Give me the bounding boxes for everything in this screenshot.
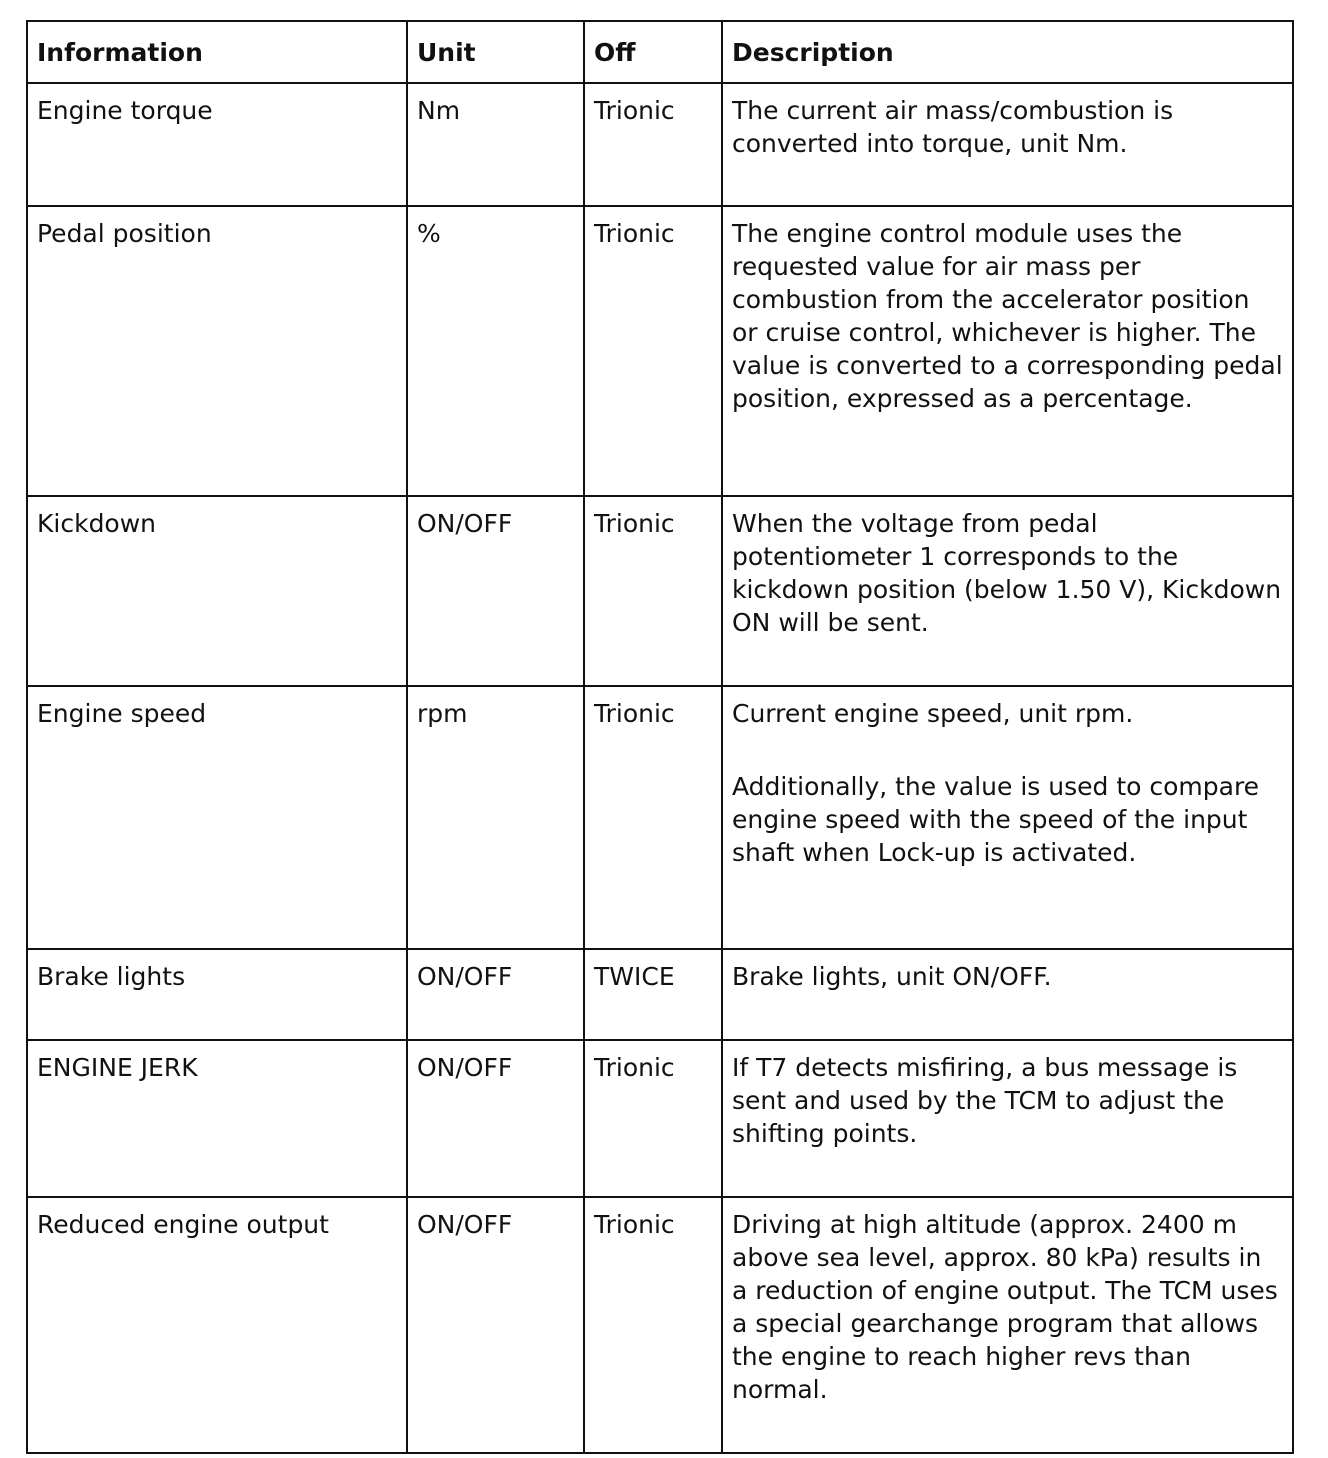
cell-information: Brake lights xyxy=(27,949,407,1040)
table-row xyxy=(27,206,1293,496)
description-text: Driving at high altitude (approx. 2400 m above sea level, approx. 80 kPa) results in a reduction of engine output. The TCM uses a special gearchange program that allows the engine to reach higher revs than normal. xyxy=(732,1210,1278,1404)
table-header-row xyxy=(27,21,1293,83)
information-table xyxy=(26,20,1294,1454)
cell-unit: ON/OFF xyxy=(407,1197,584,1453)
cell-unit: Nm xyxy=(407,83,584,206)
cell-description xyxy=(722,206,1293,496)
cell-information: Kickdown xyxy=(27,496,407,686)
cell-off: Trionic xyxy=(584,496,722,686)
table-row xyxy=(27,83,1293,206)
description-text: The engine control module uses the requested value for air mass per combustion from the accelerator position or cruise control, whichever is higher. The value is converted to a corresponding pedal position, expressed as a percentage. xyxy=(732,219,1283,413)
table-row xyxy=(27,949,1293,1040)
header-information: Information xyxy=(27,21,407,83)
cell-description xyxy=(722,949,1293,1040)
cell-information: Pedal position xyxy=(27,206,407,496)
header-off: Off xyxy=(584,21,722,83)
cell-unit: ON/OFF xyxy=(407,1040,584,1197)
cell-description xyxy=(722,686,1293,949)
table-row xyxy=(27,496,1293,686)
cell-information: Engine torque xyxy=(27,83,407,206)
cell-unit: rpm xyxy=(407,686,584,949)
cell-information: ENGINE JERK xyxy=(27,1040,407,1197)
description-text: If T7 detects misfiring, a bus message is sent and used by the TCM to adjust the shifting points. xyxy=(732,1053,1238,1148)
header-description: Description xyxy=(722,21,1293,83)
cell-off: Trionic xyxy=(584,206,722,496)
description-text: Brake lights, unit ON/OFF. xyxy=(732,962,1052,991)
cell-off: TWICE xyxy=(584,949,722,1040)
description-text: The current air mass/combustion is converted into torque, unit Nm. xyxy=(732,96,1174,158)
description-text: When the voltage from pedal potentiometer 1 corresponds to the kickdown position (below 1.50 V), Kickdown ON will be sent. xyxy=(732,509,1282,637)
cell-description xyxy=(722,1040,1293,1197)
cell-unit: ON/OFF xyxy=(407,496,584,686)
cell-off: Trionic xyxy=(584,83,722,206)
cell-information: Reduced engine output xyxy=(27,1197,407,1453)
cell-description xyxy=(722,1197,1293,1453)
cell-off: Trionic xyxy=(584,686,722,949)
table-row xyxy=(27,1197,1293,1453)
description-text: Current engine speed, unit rpm. xyxy=(732,699,1134,728)
cell-off: Trionic xyxy=(584,1040,722,1197)
cell-unit: ON/OFF xyxy=(407,949,584,1040)
cell-information: Engine speed xyxy=(27,686,407,949)
table-row xyxy=(27,1040,1293,1197)
description-text: Additionally, the value is used to compare engine speed with the speed of the input shaft when Lock-up is activated. xyxy=(732,772,1260,867)
table-row xyxy=(27,686,1293,949)
cell-description xyxy=(722,83,1293,206)
cell-unit: % xyxy=(407,206,584,496)
cell-description xyxy=(722,496,1293,686)
header-unit: Unit xyxy=(407,21,584,83)
cell-off: Trionic xyxy=(584,1197,722,1453)
